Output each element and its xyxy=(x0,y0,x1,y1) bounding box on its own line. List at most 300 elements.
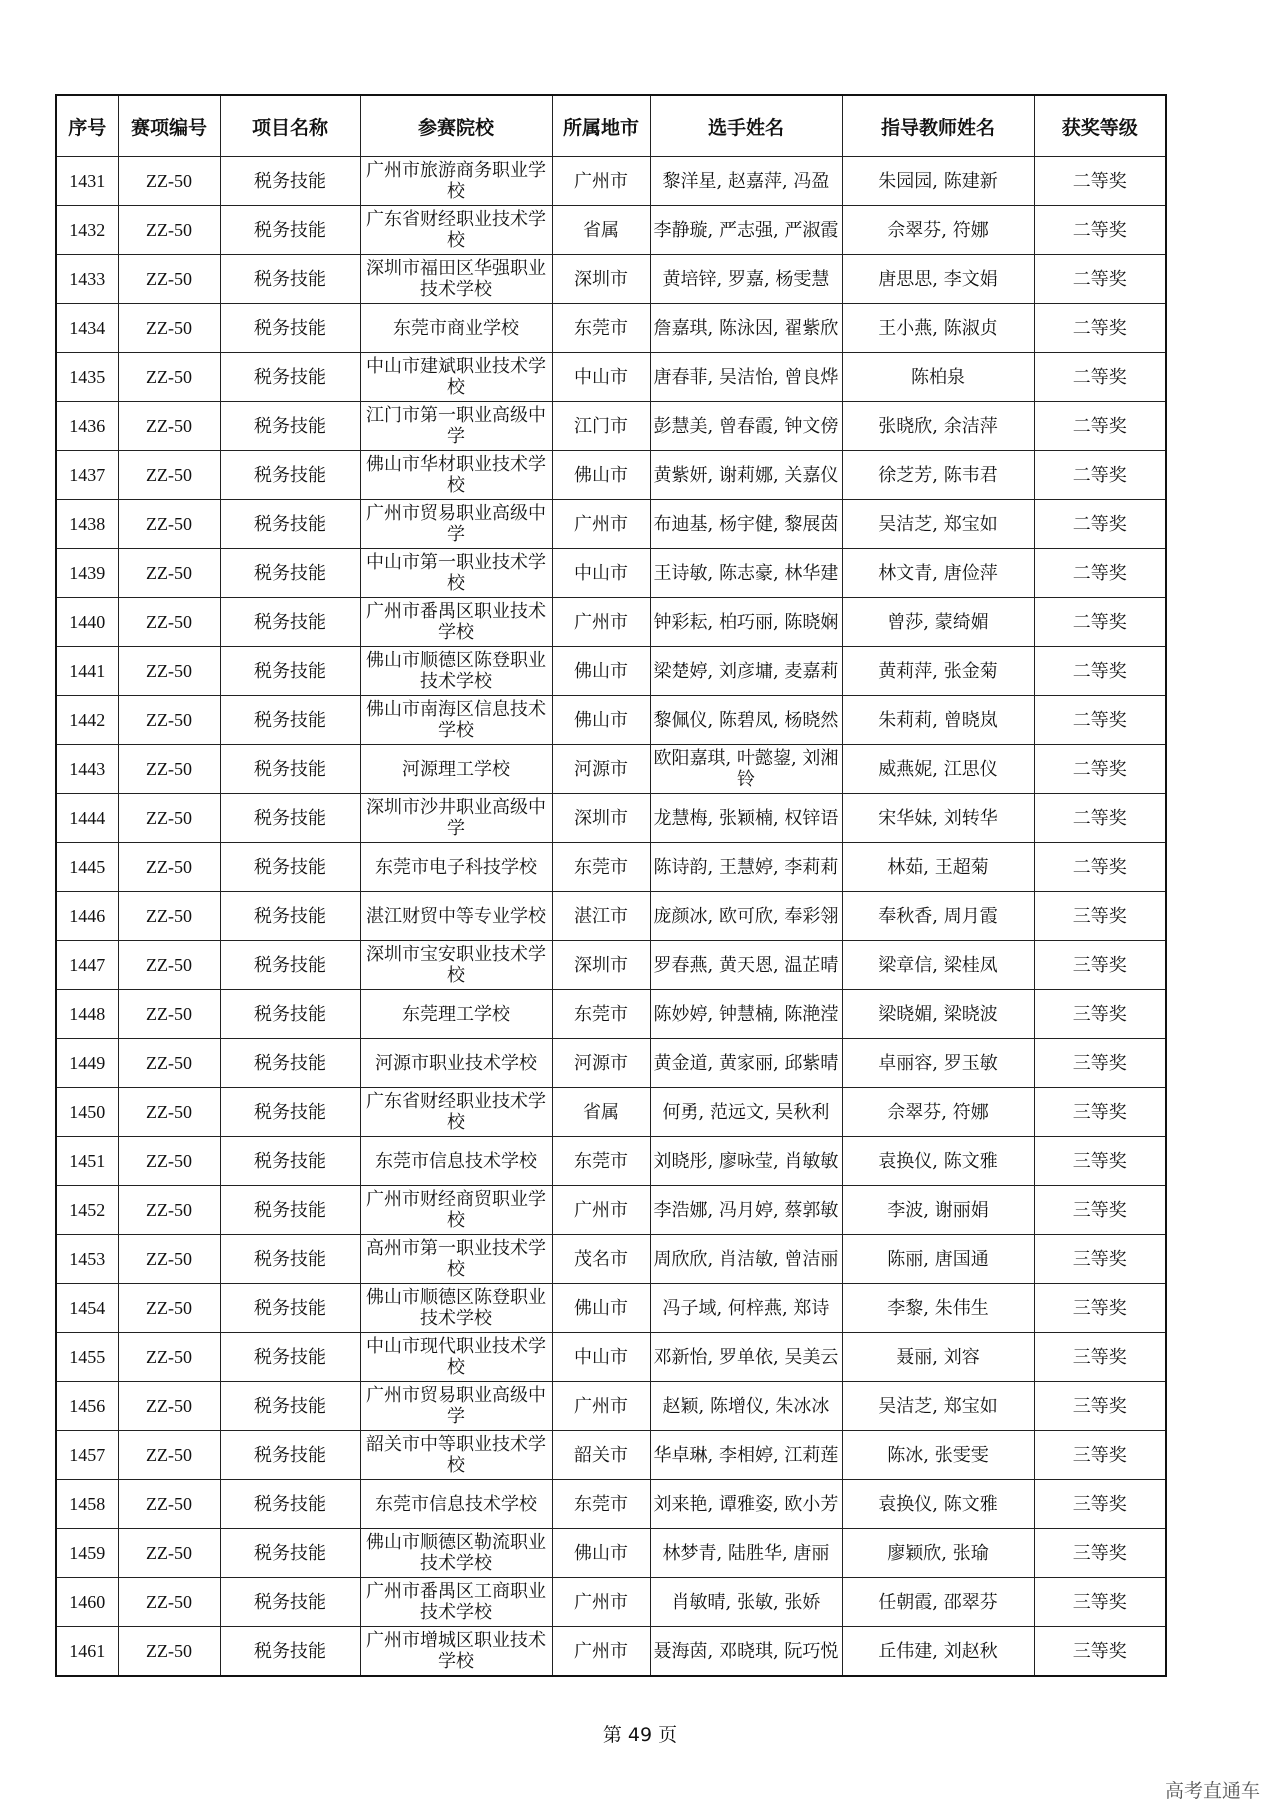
cell-event-code: ZZ-50 xyxy=(118,402,220,451)
cell-city: 佛山市 xyxy=(552,1284,650,1333)
cell-school-text: 江门市第一职业高级中学 xyxy=(366,405,546,447)
cell-contestants-text: 詹嘉琪, 陈泳因, 翟紫欣 xyxy=(653,317,839,339)
cell-event-code: ZZ-50 xyxy=(118,1382,220,1431)
table-row xyxy=(56,598,1166,647)
cell-award-level: 三等奖 xyxy=(1034,1039,1166,1088)
cell-school xyxy=(360,1088,552,1137)
cell-award-level: 二等奖 xyxy=(1034,598,1166,647)
cell-school xyxy=(360,1284,552,1333)
cell-project-name: 税务技能 xyxy=(220,647,360,696)
cell-contestants-text: 林梦青, 陆胜华, 唐丽 xyxy=(662,1542,830,1564)
cell-project-name: 税务技能 xyxy=(220,1529,360,1578)
cell-award-level: 三等奖 xyxy=(1034,1529,1166,1578)
table-row xyxy=(56,1088,1166,1137)
cell-contestants xyxy=(650,745,842,794)
cell-contestants xyxy=(650,1284,842,1333)
cell-event-code: ZZ-50 xyxy=(118,941,220,990)
cell-event-code: ZZ-50 xyxy=(118,353,220,402)
cell-instructors: 李波, 谢丽娟 xyxy=(842,1186,1034,1235)
cell-award-level: 二等奖 xyxy=(1034,745,1166,794)
cell-award-level: 三等奖 xyxy=(1034,1333,1166,1382)
cell-event-code: ZZ-50 xyxy=(118,745,220,794)
cell-school-text: 深圳市福田区华强职业技术学校 xyxy=(366,258,546,300)
cell-city: 江门市 xyxy=(552,402,650,451)
cell-contestants xyxy=(650,1480,842,1529)
cell-city: 东莞市 xyxy=(552,843,650,892)
cell-index: 1461 xyxy=(56,1627,118,1677)
cell-school-text: 东莞市电子科技学校 xyxy=(375,856,537,878)
cell-project-name: 税务技能 xyxy=(220,255,360,304)
cell-school-text: 广州市旅游商务职业学校 xyxy=(366,160,546,202)
cell-index: 1438 xyxy=(56,500,118,549)
cell-contestants-text: 罗春燕, 黄天恩, 温芷晴 xyxy=(653,954,839,976)
cell-award-level: 三等奖 xyxy=(1034,1137,1166,1186)
table-row xyxy=(56,1480,1166,1529)
cell-instructors: 佘翠芬, 符娜 xyxy=(842,206,1034,255)
cell-school xyxy=(360,451,552,500)
cell-award-level: 二等奖 xyxy=(1034,255,1166,304)
cell-contestants xyxy=(650,892,842,941)
cell-city: 东莞市 xyxy=(552,1480,650,1529)
cell-contestants xyxy=(650,1382,842,1431)
cell-contestants xyxy=(650,1431,842,1480)
cell-contestants-text: 黄培锌, 罗嘉, 杨雯慧 xyxy=(662,268,830,290)
cell-index: 1456 xyxy=(56,1382,118,1431)
table-row xyxy=(56,1039,1166,1088)
cell-city: 河源市 xyxy=(552,1039,650,1088)
cell-project-name: 税务技能 xyxy=(220,500,360,549)
cell-instructors: 丘伟建, 刘赵秋 xyxy=(842,1627,1034,1677)
cell-event-code: ZZ-50 xyxy=(118,1529,220,1578)
cell-city: 佛山市 xyxy=(552,696,650,745)
cell-event-code: ZZ-50 xyxy=(118,1039,220,1088)
cell-event-code: ZZ-50 xyxy=(118,304,220,353)
cell-index: 1447 xyxy=(56,941,118,990)
cell-school-text: 河源理工学校 xyxy=(402,758,510,780)
cell-instructors: 梁章信, 梁桂凤 xyxy=(842,941,1034,990)
cell-index: 1441 xyxy=(56,647,118,696)
header-index: 序号 xyxy=(56,95,118,157)
cell-school-text: 佛山市顺德区陈登职业技术学校 xyxy=(366,650,546,692)
cell-award-level: 二等奖 xyxy=(1034,549,1166,598)
cell-school-text: 广州市增城区职业技术学校 xyxy=(366,1630,546,1672)
cell-event-code: ZZ-50 xyxy=(118,1284,220,1333)
cell-index: 1436 xyxy=(56,402,118,451)
cell-contestants-text: 陈诗韵, 王慧婷, 李莉莉 xyxy=(653,856,839,878)
cell-award-level: 三等奖 xyxy=(1034,1431,1166,1480)
cell-award-level: 三等奖 xyxy=(1034,1284,1166,1333)
cell-city: 中山市 xyxy=(552,549,650,598)
cell-instructors: 廖颖欣, 张瑜 xyxy=(842,1529,1034,1578)
cell-instructors: 陈丽, 唐国通 xyxy=(842,1235,1034,1284)
cell-index: 1434 xyxy=(56,304,118,353)
cell-event-code: ZZ-50 xyxy=(118,1186,220,1235)
cell-contestants xyxy=(650,941,842,990)
cell-index: 1443 xyxy=(56,745,118,794)
cell-index: 1442 xyxy=(56,696,118,745)
cell-award-level: 二等奖 xyxy=(1034,353,1166,402)
cell-contestants xyxy=(650,402,842,451)
cell-school xyxy=(360,892,552,941)
cell-project-name: 税务技能 xyxy=(220,1578,360,1627)
cell-school-text: 广东省财经职业技术学校 xyxy=(366,1091,546,1133)
cell-index: 1459 xyxy=(56,1529,118,1578)
cell-project-name: 税务技能 xyxy=(220,745,360,794)
cell-project-name: 税务技能 xyxy=(220,353,360,402)
cell-school xyxy=(360,402,552,451)
cell-index: 1454 xyxy=(56,1284,118,1333)
table-row xyxy=(56,157,1166,206)
cell-project-name: 税务技能 xyxy=(220,1137,360,1186)
cell-index: 1445 xyxy=(56,843,118,892)
cell-school-text: 中山市建斌职业技术学校 xyxy=(366,356,546,398)
cell-school xyxy=(360,1627,552,1677)
cell-event-code: ZZ-50 xyxy=(118,1235,220,1284)
cell-instructors: 梁晓媚, 梁晓波 xyxy=(842,990,1034,1039)
cell-index: 1439 xyxy=(56,549,118,598)
cell-contestants xyxy=(650,304,842,353)
cell-school-text: 中山市第一职业技术学校 xyxy=(366,552,546,594)
cell-award-level: 二等奖 xyxy=(1034,451,1166,500)
table-row xyxy=(56,1529,1166,1578)
cell-contestants-text: 黄紫妍, 谢莉娜, 关嘉仪 xyxy=(653,464,839,486)
cell-instructors: 聂丽, 刘容 xyxy=(842,1333,1034,1382)
table-row xyxy=(56,941,1166,990)
cell-school-text: 东莞市信息技术学校 xyxy=(375,1150,537,1172)
header-city: 所属地市 xyxy=(552,95,650,157)
cell-award-level: 三等奖 xyxy=(1034,1088,1166,1137)
cell-contestants xyxy=(650,794,842,843)
cell-index: 1446 xyxy=(56,892,118,941)
cell-award-level: 三等奖 xyxy=(1034,1186,1166,1235)
cell-event-code: ZZ-50 xyxy=(118,255,220,304)
cell-city: 省属 xyxy=(552,206,650,255)
cell-school xyxy=(360,1039,552,1088)
cell-project-name: 税务技能 xyxy=(220,1333,360,1382)
cell-award-level: 二等奖 xyxy=(1034,843,1166,892)
cell-school xyxy=(360,1529,552,1578)
cell-city: 韶关市 xyxy=(552,1431,650,1480)
cell-school-text: 东莞市商业学校 xyxy=(393,317,519,339)
cell-project-name: 税务技能 xyxy=(220,549,360,598)
cell-index: 1452 xyxy=(56,1186,118,1235)
cell-index: 1458 xyxy=(56,1480,118,1529)
cell-school xyxy=(360,1137,552,1186)
cell-city: 湛江市 xyxy=(552,892,650,941)
cell-index: 1453 xyxy=(56,1235,118,1284)
header-school: 参赛院校 xyxy=(360,95,552,157)
cell-instructors: 朱莉莉, 曾晓岚 xyxy=(842,696,1034,745)
table-row xyxy=(56,1431,1166,1480)
cell-instructors: 奉秋香, 周月霞 xyxy=(842,892,1034,941)
cell-contestants xyxy=(650,1578,842,1627)
cell-award-level: 三等奖 xyxy=(1034,1235,1166,1284)
table-row xyxy=(56,1235,1166,1284)
cell-school-text: 高州市第一职业技术学校 xyxy=(366,1238,546,1280)
cell-school xyxy=(360,1431,552,1480)
cell-award-level: 二等奖 xyxy=(1034,206,1166,255)
cell-instructors: 袁换仪, 陈文雅 xyxy=(842,1137,1034,1186)
cell-award-level: 二等奖 xyxy=(1034,696,1166,745)
cell-contestants xyxy=(650,549,842,598)
cell-contestants-text: 陈妙婷, 钟慧楠, 陈滟滢 xyxy=(653,1003,839,1025)
cell-event-code: ZZ-50 xyxy=(118,1137,220,1186)
table-body xyxy=(56,157,1166,1677)
cell-city: 广州市 xyxy=(552,1186,650,1235)
cell-school xyxy=(360,255,552,304)
cell-project-name: 税务技能 xyxy=(220,843,360,892)
cell-contestants xyxy=(650,157,842,206)
cell-school xyxy=(360,549,552,598)
cell-project-name: 税务技能 xyxy=(220,157,360,206)
cell-contestants xyxy=(650,598,842,647)
cell-contestants xyxy=(650,1235,842,1284)
cell-instructors: 佘翠芬, 符娜 xyxy=(842,1088,1034,1137)
cell-award-level: 三等奖 xyxy=(1034,1480,1166,1529)
cell-city: 广州市 xyxy=(552,598,650,647)
cell-contestants-text: 李浩娜, 冯月婷, 蔡郭敏 xyxy=(653,1199,839,1221)
cell-school-text: 广州市财经商贸职业学校 xyxy=(366,1189,546,1231)
cell-contestants-text: 聂海茵, 邓晓琪, 阮巧悦 xyxy=(653,1640,839,1662)
cell-project-name: 税务技能 xyxy=(220,941,360,990)
cell-city: 佛山市 xyxy=(552,647,650,696)
cell-school xyxy=(360,696,552,745)
cell-school xyxy=(360,941,552,990)
cell-instructors: 任朝霞, 邵翠芬 xyxy=(842,1578,1034,1627)
cell-contestants-text: 梁楚婷, 刘彦墉, 麦嘉莉 xyxy=(653,660,839,682)
cell-contestants xyxy=(650,1137,842,1186)
cell-instructors: 卓丽容, 罗玉敏 xyxy=(842,1039,1034,1088)
cell-award-level: 三等奖 xyxy=(1034,1578,1166,1627)
cell-contestants xyxy=(650,1039,842,1088)
page-number: 第 49 页 xyxy=(602,1724,678,1746)
cell-contestants-text: 刘晓彤, 廖咏莹, 肖敏敏 xyxy=(653,1150,839,1172)
cell-project-name: 税务技能 xyxy=(220,304,360,353)
cell-school-text: 韶关市中等职业技术学校 xyxy=(366,1434,546,1476)
cell-instructors: 袁换仪, 陈文雅 xyxy=(842,1480,1034,1529)
cell-school xyxy=(360,1578,552,1627)
cell-contestants-text: 冯子域, 何梓燕, 郑诗 xyxy=(662,1297,830,1319)
cell-school xyxy=(360,1186,552,1235)
cell-project-name: 税务技能 xyxy=(220,1284,360,1333)
cell-contestants xyxy=(650,843,842,892)
cell-school xyxy=(360,157,552,206)
cell-contestants xyxy=(650,1333,842,1382)
cell-award-level: 二等奖 xyxy=(1034,402,1166,451)
cell-school-text: 佛山市顺德区勒流职业技术学校 xyxy=(366,1532,546,1574)
cell-project-name: 税务技能 xyxy=(220,794,360,843)
cell-contestants-text: 黎佩仪, 陈碧凤, 杨晓然 xyxy=(653,709,839,731)
cell-contestants-text: 唐春菲, 吴洁怡, 曾良烨 xyxy=(653,366,839,388)
table-header-row xyxy=(56,95,1166,157)
cell-school-text: 广州市番禺区工商职业技术学校 xyxy=(366,1581,546,1623)
cell-index: 1451 xyxy=(56,1137,118,1186)
cell-event-code: ZZ-50 xyxy=(118,451,220,500)
cell-contestants-text: 彭慧美, 曾春霞, 钟文傍 xyxy=(653,415,839,437)
cell-index: 1448 xyxy=(56,990,118,1039)
cell-index: 1432 xyxy=(56,206,118,255)
cell-school-text: 深圳市沙井职业高级中学 xyxy=(366,797,546,839)
cell-event-code: ZZ-50 xyxy=(118,1578,220,1627)
cell-school-text: 广州市番禺区职业技术学校 xyxy=(366,601,546,643)
cell-event-code: ZZ-50 xyxy=(118,794,220,843)
cell-project-name: 税务技能 xyxy=(220,892,360,941)
cell-event-code: ZZ-50 xyxy=(118,892,220,941)
table-row xyxy=(56,1137,1166,1186)
cell-instructors: 张晓欣, 余洁萍 xyxy=(842,402,1034,451)
cell-city: 佛山市 xyxy=(552,1529,650,1578)
cell-city: 东莞市 xyxy=(552,1137,650,1186)
cell-award-level: 三等奖 xyxy=(1034,892,1166,941)
table-row xyxy=(56,451,1166,500)
cell-school-text: 湛江财贸中等专业学校 xyxy=(366,905,546,927)
cell-instructors: 朱园园, 陈建新 xyxy=(842,157,1034,206)
table-row xyxy=(56,892,1166,941)
cell-contestants-text: 黄金道, 黄家丽, 邱紫晴 xyxy=(653,1052,839,1074)
cell-school xyxy=(360,1480,552,1529)
cell-school xyxy=(360,206,552,255)
cell-project-name: 税务技能 xyxy=(220,206,360,255)
cell-contestants-text: 庞颜冰, 欧可欣, 奉彩翎 xyxy=(653,905,839,927)
cell-school-text: 河源市职业技术学校 xyxy=(375,1052,537,1074)
cell-city: 佛山市 xyxy=(552,451,650,500)
table-row xyxy=(56,1186,1166,1235)
cell-award-level: 二等奖 xyxy=(1034,500,1166,549)
cell-contestants-text: 肖敏晴, 张敏, 张娇 xyxy=(671,1591,821,1613)
cell-school xyxy=(360,353,552,402)
cell-city: 东莞市 xyxy=(552,990,650,1039)
table-row xyxy=(56,402,1166,451)
cell-index: 1444 xyxy=(56,794,118,843)
cell-project-name: 税务技能 xyxy=(220,1480,360,1529)
cell-contestants xyxy=(650,696,842,745)
table-row xyxy=(56,255,1166,304)
cell-award-level: 二等奖 xyxy=(1034,647,1166,696)
table-row xyxy=(56,353,1166,402)
cell-event-code: ZZ-50 xyxy=(118,696,220,745)
cell-contestants-text: 刘来艳, 谭雅姿, 欧小芳 xyxy=(653,1493,839,1515)
cell-event-code: ZZ-50 xyxy=(118,598,220,647)
cell-contestants xyxy=(650,500,842,549)
header-contestants: 选手姓名 xyxy=(650,95,842,157)
cell-city: 广州市 xyxy=(552,500,650,549)
cell-school xyxy=(360,304,552,353)
cell-project-name: 税务技能 xyxy=(220,402,360,451)
cell-event-code: ZZ-50 xyxy=(118,500,220,549)
cell-city: 广州市 xyxy=(552,157,650,206)
cell-project-name: 税务技能 xyxy=(220,598,360,647)
cell-instructors: 吴洁芝, 郑宝如 xyxy=(842,500,1034,549)
cell-city: 东莞市 xyxy=(552,304,650,353)
table-row xyxy=(56,304,1166,353)
cell-project-name: 税务技能 xyxy=(220,990,360,1039)
cell-school-text: 佛山市华材职业技术学校 xyxy=(366,454,546,496)
cell-contestants-text: 欧阳嘉琪, 叶懿鋆, 刘湘铃 xyxy=(653,748,839,790)
cell-index: 1450 xyxy=(56,1088,118,1137)
cell-event-code: ZZ-50 xyxy=(118,1431,220,1480)
cell-contestants-text: 龙慧梅, 张颖楠, 权锌语 xyxy=(653,807,839,829)
cell-contestants-text: 钟彩耘, 柏巧丽, 陈晓娴 xyxy=(653,611,839,633)
table-row xyxy=(56,1627,1166,1677)
cell-project-name: 税务技能 xyxy=(220,1431,360,1480)
cell-instructors: 林文青, 唐俭萍 xyxy=(842,549,1034,598)
cell-award-level: 二等奖 xyxy=(1034,304,1166,353)
cell-award-level: 三等奖 xyxy=(1034,990,1166,1039)
cell-school xyxy=(360,500,552,549)
cell-project-name: 税务技能 xyxy=(220,1186,360,1235)
cell-instructors: 王小燕, 陈淑贞 xyxy=(842,304,1034,353)
cell-project-name: 税务技能 xyxy=(220,1627,360,1677)
cell-city: 河源市 xyxy=(552,745,650,794)
cell-city: 广州市 xyxy=(552,1578,650,1627)
header-event-code: 赛项编号 xyxy=(118,95,220,157)
cell-event-code: ZZ-50 xyxy=(118,549,220,598)
cell-event-code: ZZ-50 xyxy=(118,206,220,255)
cell-school-text: 深圳市宝安职业技术学校 xyxy=(366,944,546,986)
cell-school-text: 广州市贸易职业高级中学 xyxy=(366,503,546,545)
cell-index: 1437 xyxy=(56,451,118,500)
cell-instructors: 威燕妮, 江思仪 xyxy=(842,745,1034,794)
table-row xyxy=(56,549,1166,598)
cell-event-code: ZZ-50 xyxy=(118,1480,220,1529)
table-row xyxy=(56,990,1166,1039)
cell-instructors: 吴洁芝, 郑宝如 xyxy=(842,1382,1034,1431)
cell-index: 1431 xyxy=(56,157,118,206)
cell-instructors: 宋华妹, 刘转华 xyxy=(842,794,1034,843)
table-row xyxy=(56,696,1166,745)
cell-contestants xyxy=(650,1088,842,1137)
cell-contestants xyxy=(650,451,842,500)
cell-project-name: 税务技能 xyxy=(220,696,360,745)
cell-instructors: 徐芝芳, 陈韦君 xyxy=(842,451,1034,500)
watermark-text: 高考直通车 xyxy=(1164,1780,1260,1802)
cell-event-code: ZZ-50 xyxy=(118,1333,220,1382)
cell-city: 中山市 xyxy=(552,1333,650,1382)
cell-award-level: 三等奖 xyxy=(1034,1627,1166,1677)
cell-school-text: 佛山市南海区信息技术学校 xyxy=(366,699,546,741)
table-row xyxy=(56,1578,1166,1627)
table-row xyxy=(56,1382,1166,1431)
cell-city: 茂名市 xyxy=(552,1235,650,1284)
cell-contestants xyxy=(650,1529,842,1578)
cell-contestants xyxy=(650,647,842,696)
cell-award-level: 二等奖 xyxy=(1034,794,1166,843)
cell-school-text: 佛山市顺德区陈登职业技术学校 xyxy=(366,1287,546,1329)
cell-city: 深圳市 xyxy=(552,794,650,843)
cell-instructors: 林茹, 王超菊 xyxy=(842,843,1034,892)
cell-index: 1449 xyxy=(56,1039,118,1088)
cell-instructors: 曾莎, 蒙绮媚 xyxy=(842,598,1034,647)
cell-school-text: 广东省财经职业技术学校 xyxy=(366,209,546,251)
cell-index: 1435 xyxy=(56,353,118,402)
cell-school xyxy=(360,1382,552,1431)
header-project-name: 项目名称 xyxy=(220,95,360,157)
cell-award-level: 三等奖 xyxy=(1034,1382,1166,1431)
cell-award-level: 二等奖 xyxy=(1034,157,1166,206)
table-row xyxy=(56,206,1166,255)
cell-school xyxy=(360,843,552,892)
cell-school-text: 中山市现代职业技术学校 xyxy=(366,1336,546,1378)
cell-city: 中山市 xyxy=(552,353,650,402)
cell-contestants-text: 赵颖, 陈增仪, 朱冰冰 xyxy=(662,1395,830,1417)
cell-school xyxy=(360,647,552,696)
cell-city: 省属 xyxy=(552,1088,650,1137)
cell-contestants-text: 华卓琳, 李相婷, 江莉莲 xyxy=(653,1444,839,1466)
cell-contestants-text: 黎洋星, 赵嘉萍, 冯盈 xyxy=(662,170,830,192)
cell-school-text: 广州市贸易职业高级中学 xyxy=(366,1385,546,1427)
cell-project-name: 税务技能 xyxy=(220,1039,360,1088)
cell-instructors: 陈冰, 张雯雯 xyxy=(842,1431,1034,1480)
